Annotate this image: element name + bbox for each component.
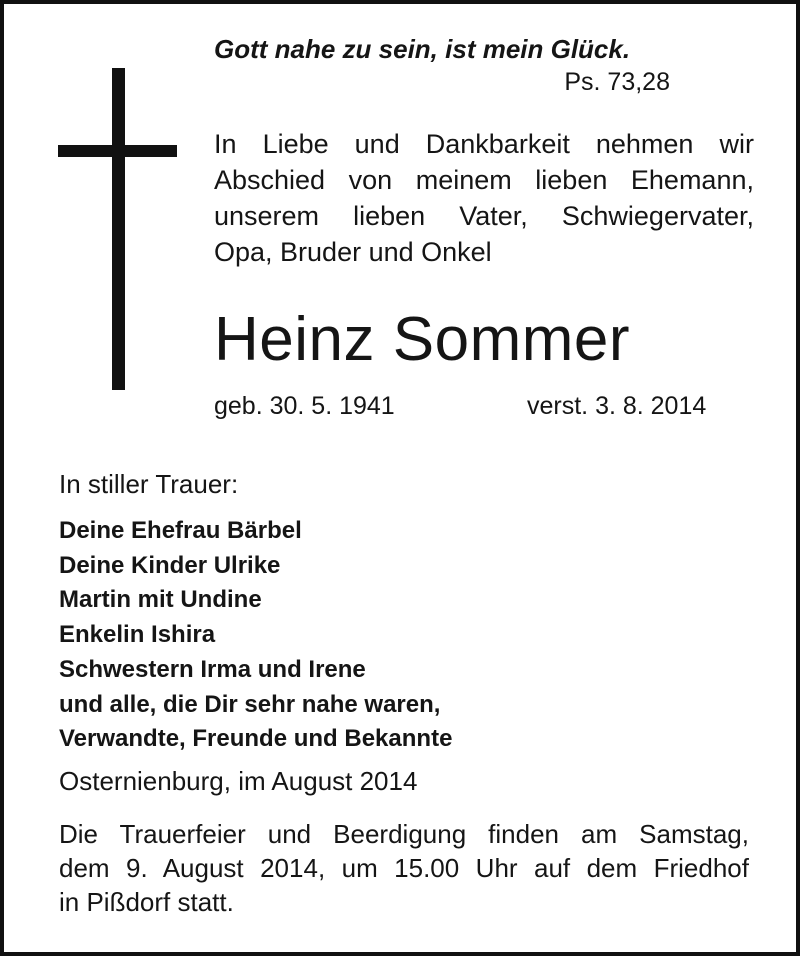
funeral-line: in Pißdorf statt. [59,887,234,917]
intro-line: unserem lieben Vater, Schwiegervater, [214,201,754,231]
deceased-name: Heinz Sommer [214,305,630,374]
bible-reference: Ps. 73,28 [564,68,670,96]
family-line: Martin mit Undine [59,586,262,614]
intro-line: Abschied von meinem lieben Ehemann, [214,165,754,195]
family-line: Verwandte, Freunde und Bekannte [59,725,453,753]
funeral-notice [59,817,749,919]
family-line: Deine Ehefrau Bärbel [59,517,302,544]
funeral-line: Die Trauerfeier und Beerdigung finden am Samstag, [59,819,749,849]
cross-horizontal-bar [58,145,177,157]
place-date: Osternienburg, im August 2014 [59,766,418,796]
family-line: und alle, die Dir sehr nahe waren, [59,690,441,718]
intro-text [214,126,754,270]
family-list [59,514,452,757]
family-line: Schwestern Irma und Irene [59,655,366,683]
funeral-line: dem 9. August 2014, um 15.00 Uhr auf dem Friedhof [59,853,749,883]
death-date: verst. 3. 8. 2014 [527,392,707,420]
mourning-heading: In stiller Trauer: [59,469,239,499]
intro-line: Opa, Bruder und Onkel [214,237,492,267]
intro-line: In Liebe und Dankbarkeit nehmen wir [214,129,754,159]
family-line: Enkelin Ishira [59,621,216,649]
birth-date: geb. 30. 5. 1941 [214,392,395,420]
cross-vertical-bar [112,68,125,390]
family-line: Deine Kinder Ulrike [59,551,281,579]
motto: Gott nahe zu sein, ist mein Glück. [214,34,631,64]
